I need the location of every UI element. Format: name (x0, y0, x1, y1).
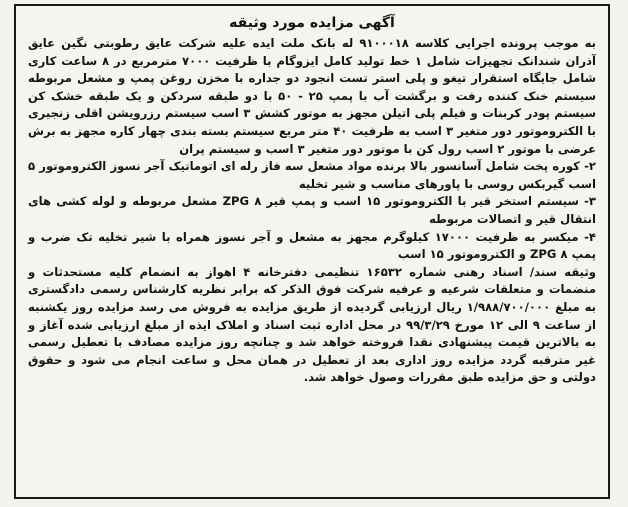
notice-paragraph-intro: به موجب پرونده اجرایی کلاسه ۹۱۰۰۰۱۸ له بانک ملت ایده علیه شرکت عایق رطوبتی نگین عایق آذران شندانک تجهیزات شامل ۱ خط تولید کامل ایزوگام با ظرفیت ۷۰۰۰ مترمربع در ۸ ساعت کاری شامل جایگاه استقرار تیغو و پلی استر تست انجود دو جداره با مخزن روغن پمپ و مشعل مربوطه سیستم خنک کننده رفت و برگشت آب با پمپ ۲۵ - ۵۰ با دو طبقه سردکن و یک طبقه خشک کن سیستم پودر کربنات و فیلم پلی اتیلن مجهز به موتور کشش ۳ اسب سیستم رزرویشن اقلی زنجیری با الکتروموتور دور متغیر ۳ اسب به ظرفیت ۴۰ متر مربع سیستم بسته بندی چهار کاره مجهز به برش عرضی با موتور ۲ اسب رول کن با موتور دور متغیر ۳ اسب و سیستم پران (28, 36, 597, 156)
notice-body (28, 35, 596, 387)
notice-item-4: ۴- میکسر به ظرفیت ۱۷۰۰۰ کیلوگرم مجهز به مشعل و آجر نسوز همراه با شیر تخلیه تک ضرب و پمپ ۸ ZPG و الکتروموتور ۱۵ اسب (28, 229, 596, 262)
notice-item-3: ۳- سیستم استخر قیر با الکتروموتور ۱۵ اسب و پمپ قیر ۸ ZPG مشعل مربوطه و لوله کشی های انتقال قیر و اتصالات مربوطه (28, 194, 596, 226)
notice-paragraph-collateral: وثیقه سند/ اسناد رهنی شماره ۱۶۵۳۲ تنظیمی دفترخانه ۴ اهواز به انضمام کلیه مستحدثات و منضمات و متعلقات شرعیه و عرفیه شرکت فوق الذکر که برابر نظریه کارشناس رسمی دادگستری به مبلغ ۱/۹۸۸/۷۰۰/۰۰۰ ریال ارزیابی گردیده از طریق مزایده به فروش می رسد مزایده روز یکشنبه از ساعت ۹ الی ۱۲ مورخ ۹۹/۳/۲۹ در محل اداره ثبت اسناد و املاک ایذه از مبلغ ارزیابی شده آغاز و به بالاترین قیمت پیشنهادی نقدا فروخته خواهد شد و چنانچه روز مزایده مصادف با تعطیل رسمی غیر مترقبه گردد مزایده روز اداری بعد از تعطیل در همان محل و ساعت انجام می شود و حقوق دولتی و حق مزایده طبق مقررات وصول خواهد شد. (28, 264, 596, 385)
notice-frame (14, 4, 610, 499)
notice-item-2: ۲- کوره پخت شامل آسانسور بالا برنده مواد مشعل سه فاز رله ای اتوماتیک آجر نسوز الکتروموتور ۵ اسب گیربکس روسی با پاورهای مناسب و شیر تخلیه (28, 159, 596, 191)
notice-title: آگهی مزایده مورد وثیقه (229, 15, 395, 31)
